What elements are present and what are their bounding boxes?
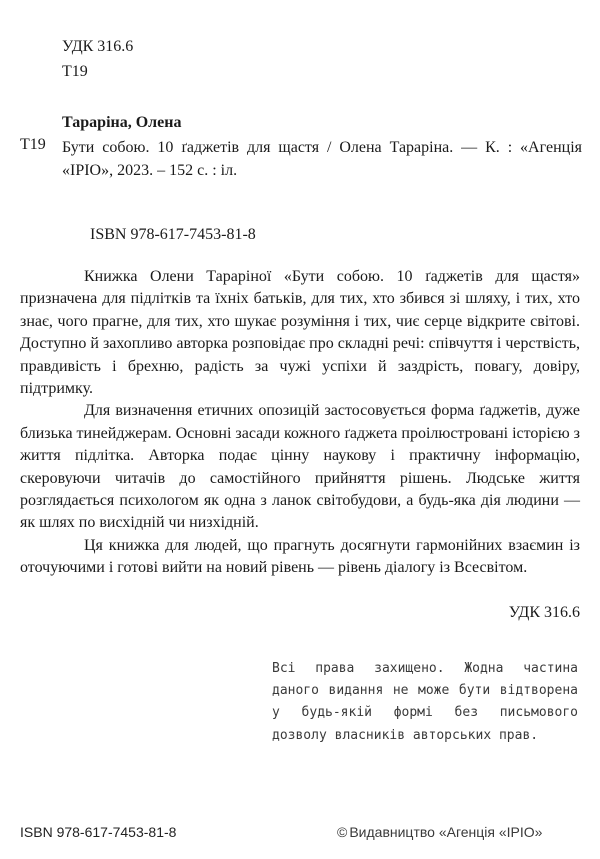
copyright-icon: © <box>337 824 348 840</box>
annotation <box>20 266 580 580</box>
author-heading: Тараріна, Олена <box>62 114 182 131</box>
entry-author-sign: Т19 <box>20 136 46 153</box>
annotation-paragraph: Ця книжка для людей, що прагнуть досягнути гармонійних взаємин із оточуючими і готові вийти на новий рівень — рівень діалогу із Всесвітом. <box>20 536 580 577</box>
annotation-paragraph: Книжка Олени Тараріної «Бути собою. 10 ґаджетів для щастя» призначена для підлітків та їхніх батьків, для тих, хто збився зі шляху, і тих, хто знає, чого прагне, для тих, хто шукає розуміння і тих, чиє серце відкрите світові. Доступно й захопливо авторка розповідає про складні речі: співчуття і черствість, правдивість і брехню, радість за чужі успіхи й заздрість, повагу, довіру, підтримку. <box>20 268 580 398</box>
isbn: ISBN 978-617-7453-81-8 <box>90 226 256 243</box>
udk-code-top: УДК 316.6 <box>62 38 134 55</box>
annotation-paragraph: Для визначення етичних опозицій застосовується форма ґаджетів, дуже близька тинейджерам. Основні засади кожного ґаджета проілюстровані історією з життя підлітка. Авторка подає цінну наукову і практичну інформацію, скеровуючи читачів до самостійного прийняття рішень. Людське життя розглядається психологом як одна з ланок світобудови, а будь-яка дія людини — як шлях по висхідній чи низхідній. <box>20 402 580 532</box>
footer-isbn: ISBN 978-617-7453-81-8 <box>20 824 177 840</box>
publisher-copyright <box>337 824 542 840</box>
publisher-name: Видавництво «Агенція «ІРІО» <box>349 824 543 840</box>
rights-notice: Всі права захищено. Жодна частина даного видання не може бути відтворена у будь-якій формі без письмового дозволу власників авторських прав. <box>272 661 578 743</box>
author-sign-top: Т19 <box>62 63 88 80</box>
bibliographic-description: Бути собою. 10 ґаджетів для щастя / Олена Тараріна. — К. : «Агенція «ІРІО», 2023. – 152 с. : іл. <box>62 139 582 179</box>
udk-code-bottom: УДК 316.6 <box>508 604 580 621</box>
